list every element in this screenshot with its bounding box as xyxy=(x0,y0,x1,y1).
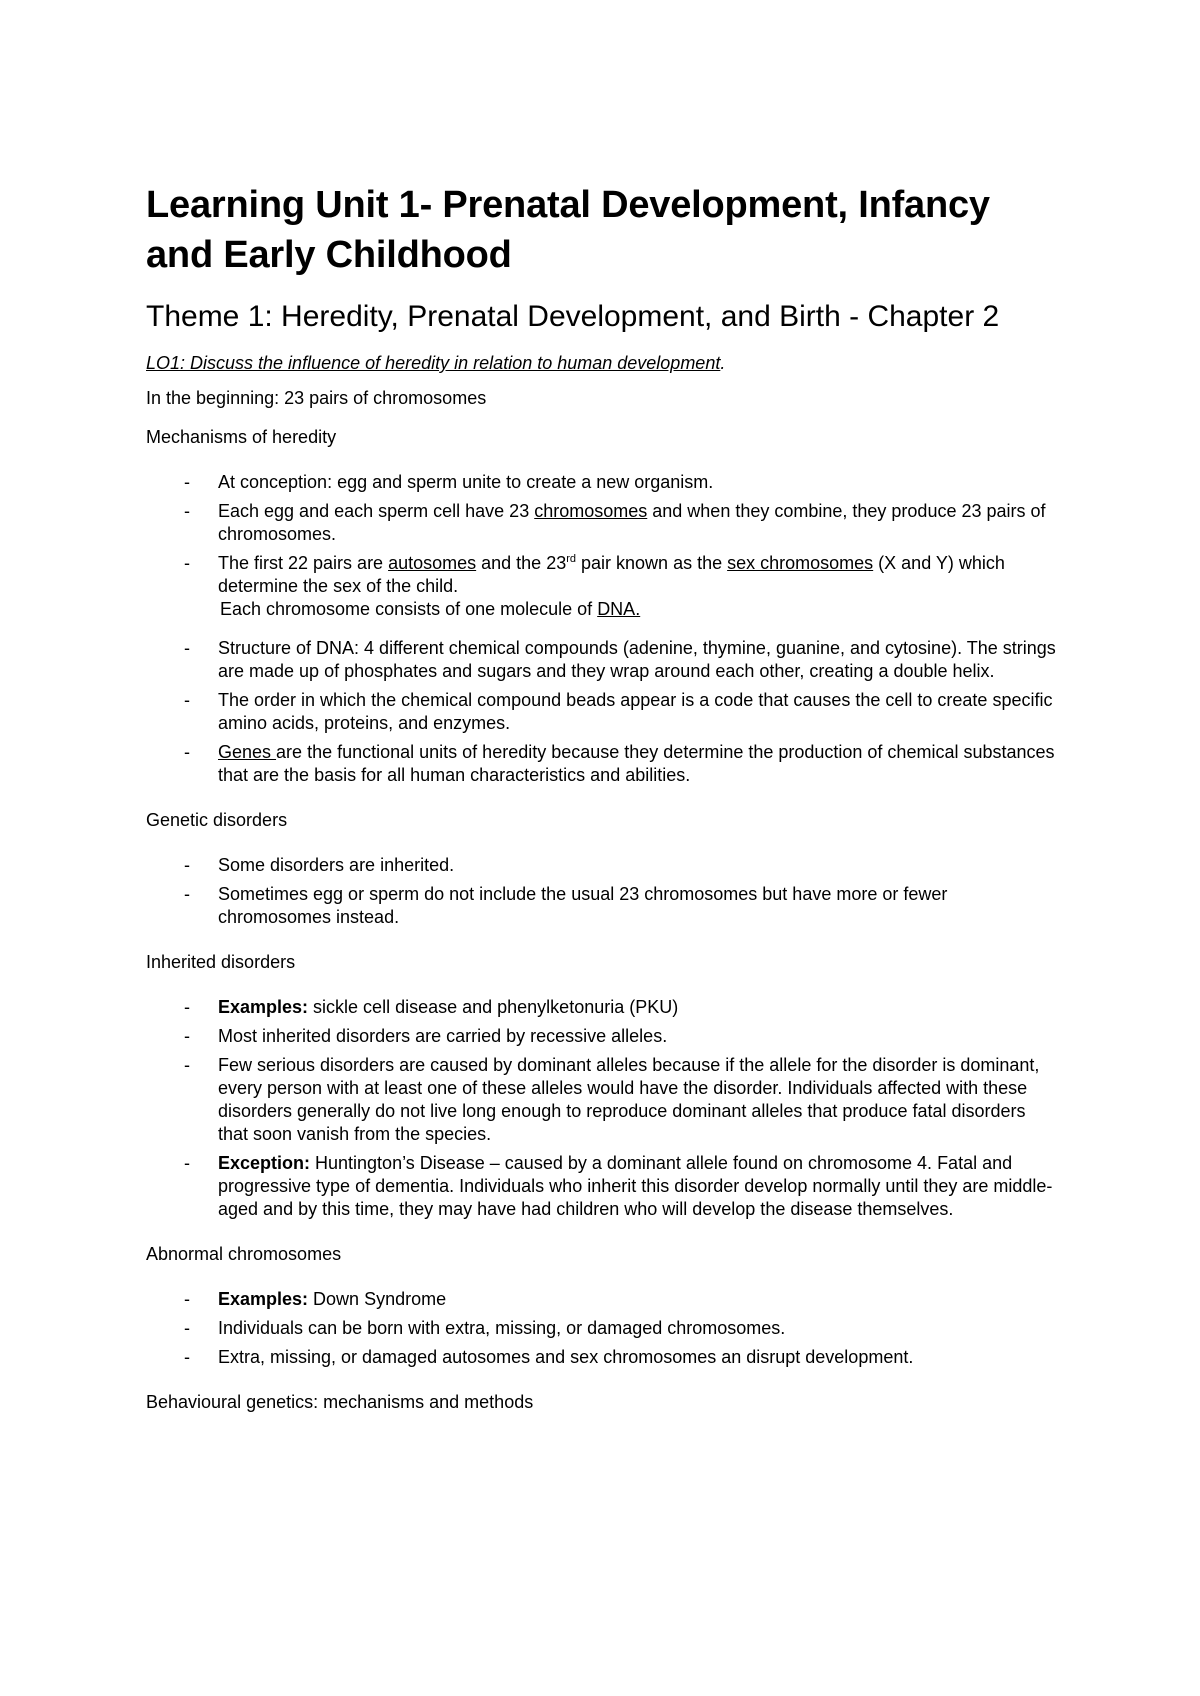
list-item xyxy=(146,552,1060,621)
list-item: - Individuals can be born with extra, missing, or damaged chromosomes. xyxy=(146,1317,1060,1340)
text: (X and Y) which determine the sex of the child. xyxy=(218,553,1005,596)
text: and when they combine, they produce 23 pairs of chromosomes. xyxy=(218,501,1046,544)
text: sickle cell disease and phenylketonuria (PKU) xyxy=(308,997,679,1017)
text: and the 23 xyxy=(476,553,567,573)
beginning-line: In the beginning: 23 pairs of chromosomes xyxy=(146,388,487,408)
text: Each chromosome consists of one molecule of xyxy=(220,599,598,619)
text: Huntington’s Disease – caused by a dominant allele found on chromosome 4. Fatal and progressive type of dementia. Individuals who inherit this disorder develop normally until they are middle-aged and by this time, they may have had children who will develop the disease themselves. xyxy=(218,1153,1053,1219)
list-item: - Sometimes egg or sperm do not include the usual 23 chromosomes but have more or fewer chromosomes instead. xyxy=(146,883,1060,929)
list-item: - Structure of DNA: 4 different chemical compounds (adenine, thymine, guanine, and cytosine). The strings are made up of phosphates and sugars and they wrap around each other, creating a double helix. xyxy=(146,637,1060,683)
list-item xyxy=(146,500,1060,546)
mechanisms-heading: Mechanisms of heredity xyxy=(146,427,337,447)
superscript: rd xyxy=(566,553,577,565)
abnormal-chromosomes-heading: Abnormal chromosomes xyxy=(146,1244,342,1264)
behavioural-genetics-heading: Behavioural genetics: mechanisms and methods xyxy=(146,1392,534,1412)
list-item: - Some disorders are inherited. xyxy=(146,854,1060,877)
text: Each egg and each sperm cell have 23 xyxy=(218,501,535,521)
page-title: Learning Unit 1- Prenatal Development, Infancy and Early Childhood xyxy=(146,184,990,276)
term-autosomes: autosomes xyxy=(388,553,477,573)
learning-outcome xyxy=(146,352,1060,375)
list-item xyxy=(146,741,1060,787)
learning-outcome-period: . xyxy=(720,353,726,373)
text: pair known as the xyxy=(576,553,728,573)
text: Down Syndrome xyxy=(308,1289,447,1309)
bold-label: Examples: xyxy=(218,997,309,1017)
term-sex-chromosomes: sex chromosomes xyxy=(727,553,874,573)
term-chromosomes: chromosomes xyxy=(534,501,648,521)
text: The first 22 pairs are xyxy=(218,553,389,573)
list-item: - At conception: egg and sperm unite to create a new organism. xyxy=(146,471,1060,494)
list-item: - The order in which the chemical compound beads appear is a code that causes the cell to create specific amino acids, proteins, and enzymes. xyxy=(146,689,1060,735)
inherited-disorders-heading: Inherited disorders xyxy=(146,952,296,972)
genetic-disorders-heading: Genetic disorders xyxy=(146,810,288,830)
term-dna: DNA. xyxy=(597,599,641,619)
list-item xyxy=(146,996,1060,1019)
genetic-disorders-list xyxy=(146,854,1060,929)
list-item: - Most inherited disorders are carried by recessive alleles. xyxy=(146,1025,1060,1048)
theme-heading: Theme 1: Heredity, Prenatal Development, and Birth - Chapter 2 xyxy=(146,300,1000,333)
mechanisms-list xyxy=(146,471,1060,787)
abnormal-chromosomes-list xyxy=(146,1288,1060,1369)
bold-label: Examples: xyxy=(218,1289,309,1309)
list-item xyxy=(146,1288,1060,1311)
learning-outcome-text: LO1: Discuss the influence of heredity in relation to human development xyxy=(146,353,721,373)
list-item xyxy=(146,1152,1060,1221)
inherited-disorders-list xyxy=(146,996,1060,1221)
bold-label: Exception: xyxy=(218,1153,311,1173)
dna-line xyxy=(218,598,1060,621)
term-genes: Genes xyxy=(218,742,277,762)
list-item: - Extra, missing, or damaged autosomes and sex chromosomes an disrupt development. xyxy=(146,1346,1060,1369)
text: are the functional units of heredity because they determine the production of chemical substances that are the basis for all human characteristics and abilities. xyxy=(218,742,1055,785)
list-item: - Few serious disorders are caused by dominant alleles because if the allele for the disorder is dominant, every person with at least one of these alleles would have the disorder. Individuals affected with these disorders generally do not live long enough to reproduce dominant alleles that produce fatal disorders that soon vanish from the species. xyxy=(146,1054,1060,1146)
